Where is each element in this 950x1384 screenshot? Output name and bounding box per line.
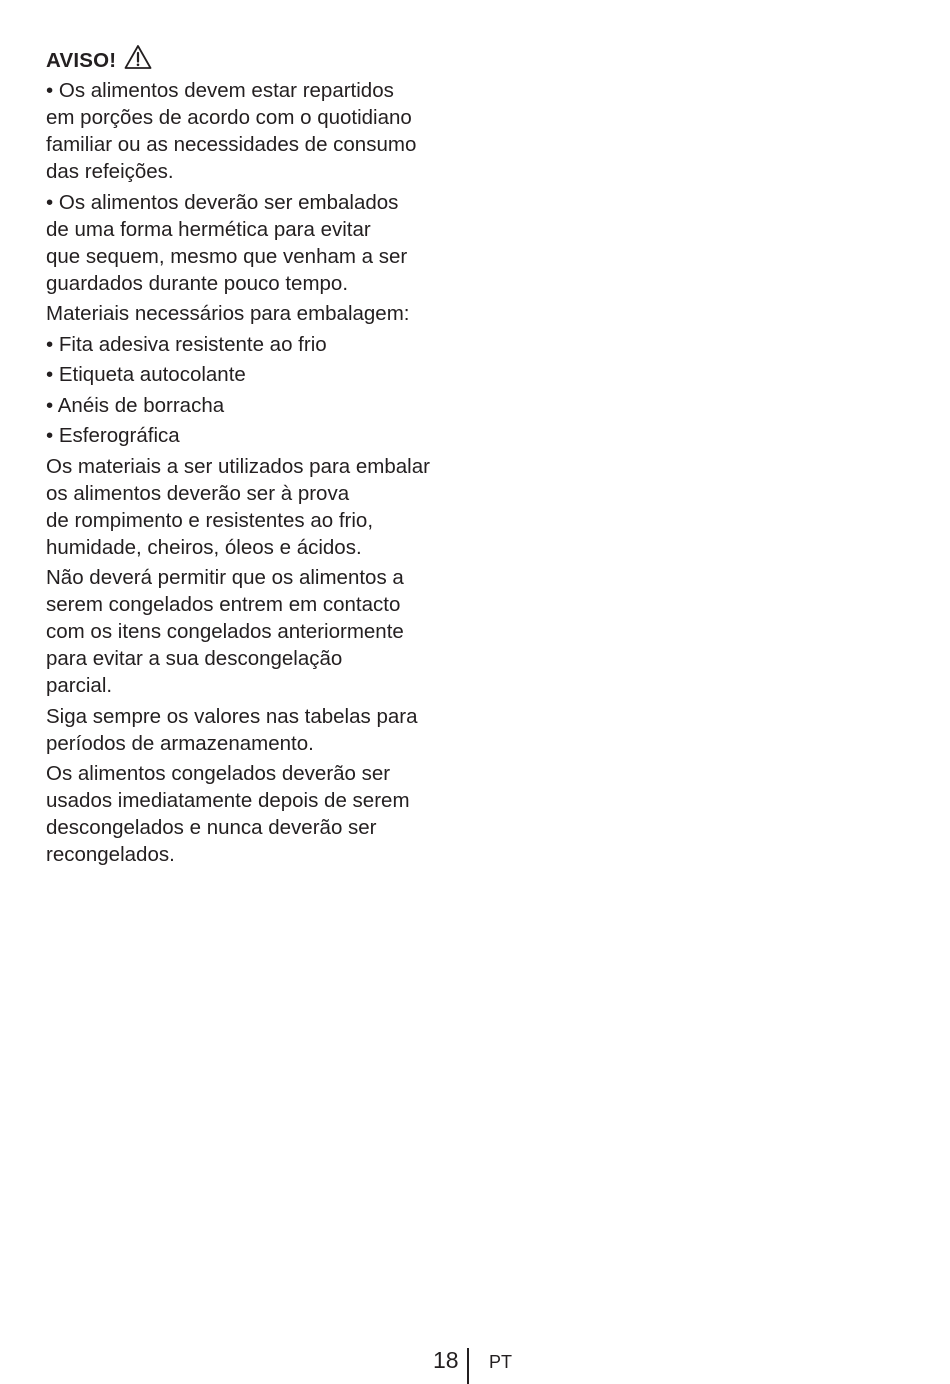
- list-item-tape: • Fita adesiva resistente ao frio: [46, 332, 327, 356]
- page-footer: [0, 1346, 950, 1384]
- paragraph-material-requirements: Os materiais a ser utilizados para embalar os alimentos deverão ser à prova de rompimento e resistentes ao frio, humidade, cheiros, óleos e ácidos.: [46, 454, 430, 559]
- list-item-pen: • Esferográfica: [46, 424, 180, 447]
- paragraph-hermetic-packing: • Os alimentos deverão ser embalados de uma forma hermética para evitar que sequem, mesmo que venham a ser guardados durante pouco tempo.: [46, 190, 408, 295]
- warning-triangle-icon: [124, 44, 152, 70]
- paragraph-refreeze-warning: Os alimentos congelados deverão ser usados imediatamente depois de serem descongelados e nunca deverão ser recongelados.: [46, 762, 410, 866]
- warning-title: AVISO!: [46, 48, 117, 72]
- paragraph-storage-tables: Siga sempre os valores nas tabelas para períodos de armazenamento.: [46, 704, 418, 755]
- paragraph-materials-heading: Materiais necessários para embalagem:: [46, 302, 410, 325]
- footer-divider: [467, 1348, 469, 1384]
- main-content: [46, 46, 466, 872]
- paragraph-portioning: • Os alimentos devem estar repartidos em porções de acordo com o quotidiano familiar ou as necessidades de consumo das refeições.: [46, 79, 417, 183]
- warning-heading: [46, 46, 466, 74]
- list-item-rubber-rings: • Anéis de borracha: [46, 393, 225, 417]
- page-number: 18: [433, 1347, 459, 1373]
- language-code: PT: [489, 1352, 513, 1372]
- paragraph-contact-warning: Não deverá permitir que os alimentos a serem congelados entrem em contacto com os itens congelados anteriormente para evitar a sua descongelação parcial.: [46, 566, 404, 697]
- list-item-label: • Etiqueta autocolante: [46, 363, 246, 386]
